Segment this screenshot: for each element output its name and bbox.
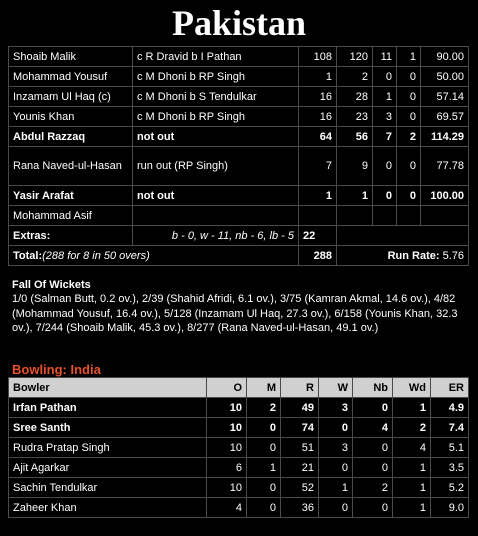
total-label: Total: <box>13 249 43 262</box>
sixes: 0 <box>397 87 421 107</box>
fall-of-wickets-text: 1/0 (Salman Butt, 0.2 ov.), 2/39 (Shahid Afridi, 6.1 ov.), 3/75 (Kamran Akmal, 14.6 ov.), 4/82 (Mohammad Yousuf, 16.4 ov.), 5/128 (Inzamam Ul Haq, 27.3 ov.), 6/158 (Younis Khan, 32.3 ov.), 7/244 (Shoaib Malik, 45.3 ov.), 8/277 (Rana Naved-ul-Hasan, 49.1 ov.) <box>12 293 458 334</box>
batsman-name: Yasir Arafat <box>9 186 133 206</box>
bowler-name: Rudra Pratap Singh <box>9 438 207 458</box>
overs: 6 <box>207 458 247 478</box>
overs: 10 <box>207 438 247 458</box>
batsman-name: Shoaib Malik <box>9 47 133 67</box>
fours: 0 <box>373 186 397 206</box>
balls: 9 <box>337 147 373 186</box>
bowling-row <box>9 458 469 478</box>
dismissal: c M Dhoni b RP Singh <box>133 107 299 127</box>
run-rate-value: 5.76 <box>442 249 464 262</box>
runs-conceded: 49 <box>281 398 319 418</box>
runs-conceded: 74 <box>281 418 319 438</box>
extras-value: 22 <box>299 226 337 246</box>
batsman-name: Younis Khan <box>9 107 133 127</box>
sixes <box>397 206 421 226</box>
batsman-name: Inzamam Ul Haq (c) <box>9 87 133 107</box>
sixes: 1 <box>397 47 421 67</box>
runs: 16 <box>299 107 337 127</box>
runs: 16 <box>299 87 337 107</box>
dismissal: not out <box>133 127 299 147</box>
bowling-header-row <box>9 378 469 398</box>
extras-label: Extras: <box>9 226 133 246</box>
extras-row <box>9 226 469 246</box>
runs: 108 <box>299 47 337 67</box>
maidens: 2 <box>247 398 281 418</box>
batting-row <box>9 107 469 127</box>
runs: 1 <box>299 186 337 206</box>
batting-row <box>9 127 469 147</box>
col-maidens: M <box>247 378 281 398</box>
batting-row <box>9 147 469 186</box>
bowling-table <box>8 377 469 518</box>
bowling-row <box>9 478 469 498</box>
balls: 2 <box>337 67 373 87</box>
col-overs: O <box>207 378 247 398</box>
runs <box>299 206 337 226</box>
batsman-name: Rana Naved-ul-Hasan <box>9 147 133 186</box>
wides: 2 <box>393 418 431 438</box>
balls <box>337 206 373 226</box>
bowling-rows <box>9 398 469 518</box>
bowler-name: Sachin Tendulkar <box>9 478 207 498</box>
strike-rate: 100.00 <box>421 186 469 206</box>
wides: 1 <box>393 398 431 418</box>
wides: 1 <box>393 478 431 498</box>
overs: 10 <box>207 478 247 498</box>
bowling-row <box>9 398 469 418</box>
bowler-name: Irfan Pathan <box>9 398 207 418</box>
batting-rows <box>9 47 469 226</box>
maidens: 0 <box>247 438 281 458</box>
runs: 64 <box>299 127 337 147</box>
strike-rate: 50.00 <box>421 67 469 87</box>
col-runs: R <box>281 378 319 398</box>
fours: 1 <box>373 87 397 107</box>
balls: 120 <box>337 47 373 67</box>
no-balls: 0 <box>353 398 393 418</box>
wides: 1 <box>393 458 431 478</box>
economy-rate: 5.2 <box>431 478 469 498</box>
col-wickets: W <box>319 378 353 398</box>
batting-row <box>9 67 469 87</box>
no-balls: 0 <box>353 458 393 478</box>
maidens: 0 <box>247 498 281 518</box>
fours <box>373 206 397 226</box>
runs-conceded: 52 <box>281 478 319 498</box>
economy-rate: 5.1 <box>431 438 469 458</box>
batting-row <box>9 206 469 226</box>
wickets: 0 <box>319 498 353 518</box>
bowler-name: Zaheer Khan <box>9 498 207 518</box>
overs: 10 <box>207 418 247 438</box>
fours: 0 <box>373 147 397 186</box>
dismissal: run out (RP Singh) <box>133 147 299 186</box>
balls: 1 <box>337 186 373 206</box>
economy-rate: 3.5 <box>431 458 469 478</box>
wickets: 0 <box>319 418 353 438</box>
sixes: 0 <box>397 107 421 127</box>
bowling-row <box>9 418 469 438</box>
maidens: 1 <box>247 458 281 478</box>
runs-conceded: 21 <box>281 458 319 478</box>
strike-rate <box>421 206 469 226</box>
fours: 3 <box>373 107 397 127</box>
wickets: 1 <box>319 478 353 498</box>
no-balls: 0 <box>353 498 393 518</box>
balls: 23 <box>337 107 373 127</box>
batsman-name: Abdul Razzaq <box>9 127 133 147</box>
runs-conceded: 36 <box>281 498 319 518</box>
batting-scorecard <box>8 46 469 266</box>
bowler-name: Sree Santh <box>9 418 207 438</box>
wickets: 3 <box>319 398 353 418</box>
maidens: 0 <box>247 478 281 498</box>
dismissal <box>133 206 299 226</box>
run-rate-cell <box>337 246 469 266</box>
no-balls: 2 <box>353 478 393 498</box>
balls: 56 <box>337 127 373 147</box>
balls: 28 <box>337 87 373 107</box>
extras-spacer <box>337 226 469 246</box>
total-value: 288 <box>299 246 337 266</box>
maidens: 0 <box>247 418 281 438</box>
dismissal: c R Dravid b I Pathan <box>133 47 299 67</box>
dismissal: not out <box>133 186 299 206</box>
run-rate-label: Run Rate: <box>387 249 440 262</box>
strike-rate: 77.78 <box>421 147 469 186</box>
wickets: 3 <box>319 438 353 458</box>
no-balls: 4 <box>353 418 393 438</box>
fours: 11 <box>373 47 397 67</box>
wides: 4 <box>393 438 431 458</box>
overs: 10 <box>207 398 247 418</box>
col-economy: ER <box>431 378 469 398</box>
no-balls: 0 <box>353 438 393 458</box>
col-noballs: Nb <box>353 378 393 398</box>
economy-rate: 9.0 <box>431 498 469 518</box>
batsman-name: Mohammad Asif <box>9 206 133 226</box>
sixes: 0 <box>397 186 421 206</box>
runs: 1 <box>299 67 337 87</box>
col-wides: Wd <box>393 378 431 398</box>
sixes: 0 <box>397 147 421 186</box>
batting-row <box>9 87 469 107</box>
fours: 7 <box>373 127 397 147</box>
dismissal: c M Dhoni b RP Singh <box>133 67 299 87</box>
runs: 7 <box>299 147 337 186</box>
bowling-heading: Bowling: India <box>12 362 101 377</box>
strike-rate: 57.14 <box>421 87 469 107</box>
bowling-row <box>9 438 469 458</box>
bowler-name: Ajit Agarkar <box>9 458 207 478</box>
economy-rate: 4.9 <box>431 398 469 418</box>
strike-rate: 69.57 <box>421 107 469 127</box>
total-detail: (288 for 8 in 50 overs) <box>42 249 150 262</box>
sixes: 2 <box>397 127 421 147</box>
fall-of-wickets-heading: Fall Of Wickets <box>12 279 91 291</box>
strike-rate: 114.29 <box>421 127 469 147</box>
total-cell <box>9 246 299 266</box>
runs-conceded: 51 <box>281 438 319 458</box>
bowling-row <box>9 498 469 518</box>
total-row <box>9 246 469 266</box>
economy-rate: 7.4 <box>431 418 469 438</box>
batsman-name: Mohammad Yousuf <box>9 67 133 87</box>
col-bowler: Bowler <box>9 378 207 398</box>
team-title: Pakistan <box>171 3 307 43</box>
extras-detail: b - 0, w - 11, nb - 6, lb - 5 <box>133 226 299 246</box>
sixes: 0 <box>397 67 421 87</box>
dismissal: c M Dhoni b S Tendulkar <box>133 87 299 107</box>
wides: 1 <box>393 498 431 518</box>
wickets: 0 <box>319 458 353 478</box>
strike-rate: 90.00 <box>421 47 469 67</box>
overs: 4 <box>207 498 247 518</box>
fours: 0 <box>373 67 397 87</box>
batting-row <box>9 186 469 206</box>
batting-row <box>9 47 469 67</box>
